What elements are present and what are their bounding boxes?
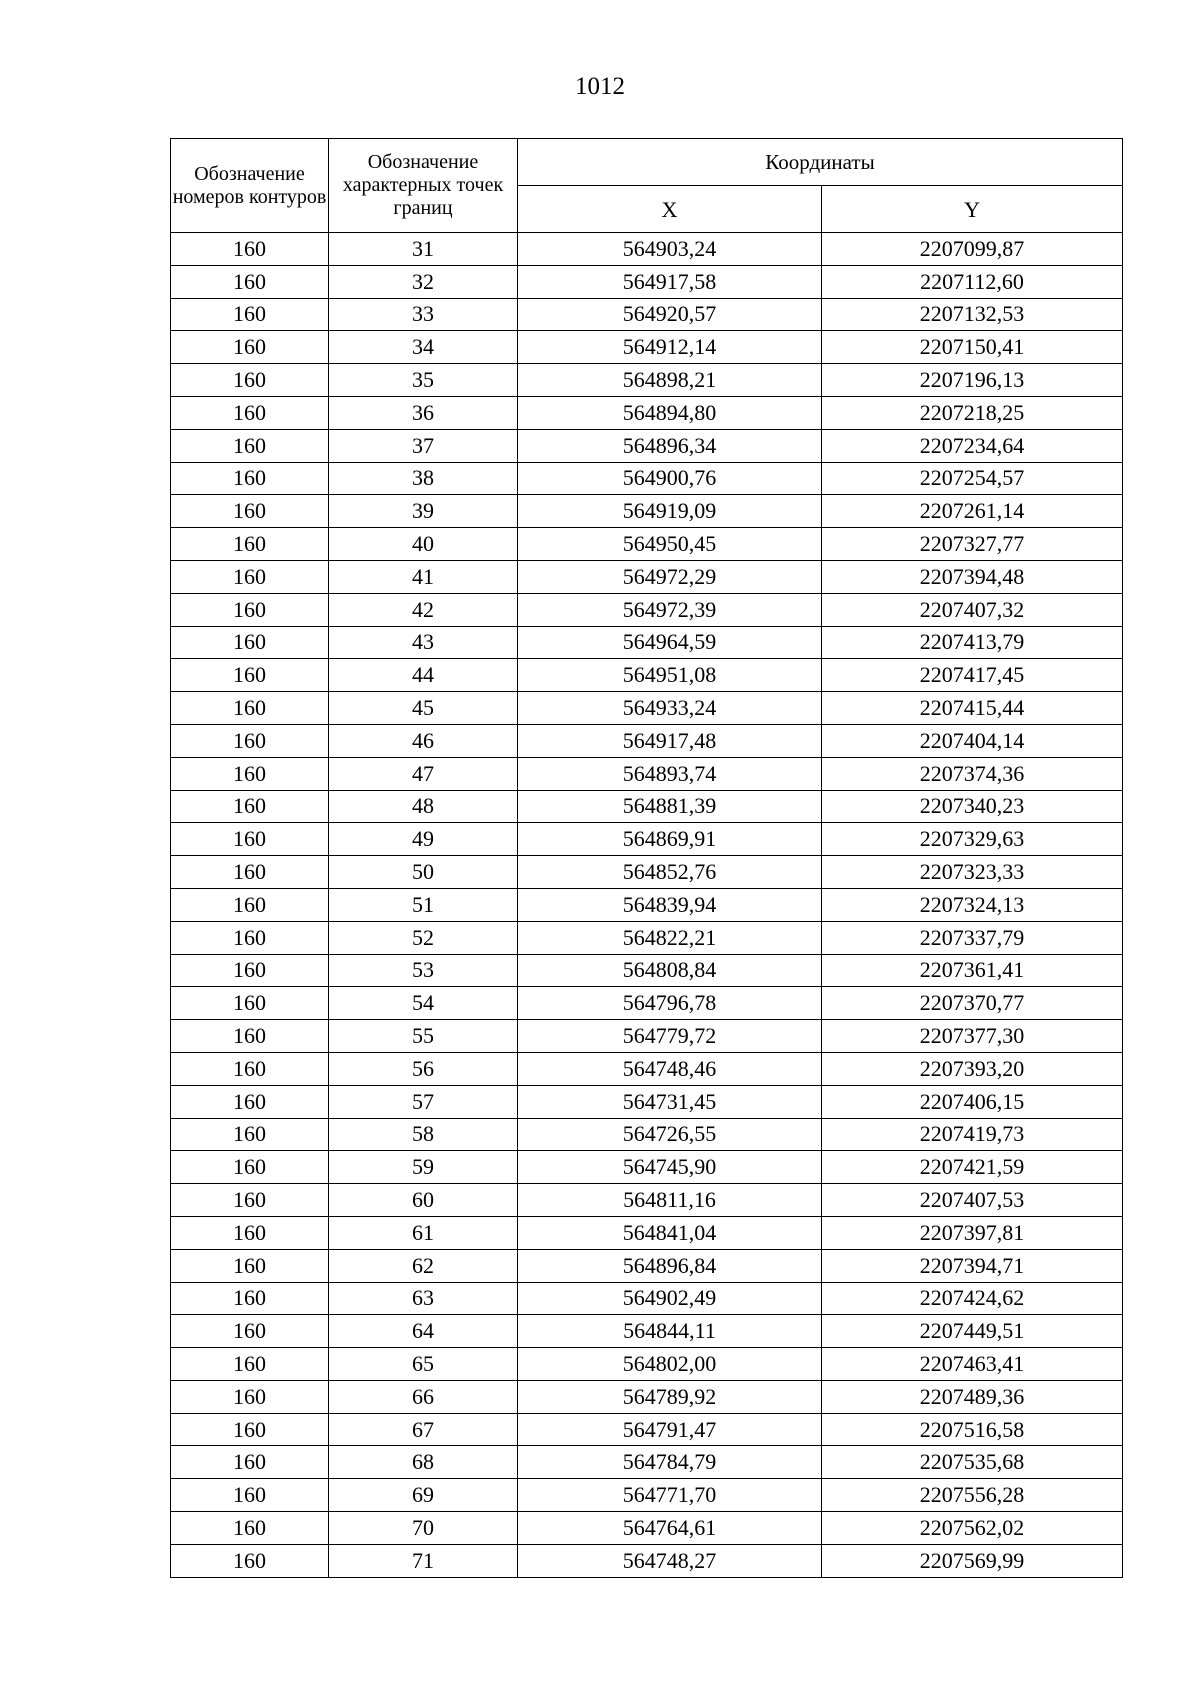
cell-contour-number: 160 bbox=[171, 659, 329, 692]
cell-x-coordinate: 564869,91 bbox=[518, 823, 822, 856]
coordinates-table bbox=[170, 138, 1123, 1578]
cell-contour-number: 160 bbox=[171, 298, 329, 331]
table-row bbox=[171, 1020, 1123, 1053]
cell-x-coordinate: 564748,46 bbox=[518, 1052, 822, 1085]
cell-contour-number: 160 bbox=[171, 1380, 329, 1413]
cell-y-coordinate: 2207404,14 bbox=[822, 724, 1123, 757]
table-row bbox=[171, 233, 1123, 266]
table-row bbox=[171, 1118, 1123, 1151]
cell-x-coordinate: 564951,08 bbox=[518, 659, 822, 692]
cell-x-coordinate: 564841,04 bbox=[518, 1216, 822, 1249]
cell-y-coordinate: 2207254,57 bbox=[822, 462, 1123, 495]
cell-y-coordinate: 2207489,36 bbox=[822, 1380, 1123, 1413]
table-row bbox=[171, 429, 1123, 462]
table-row bbox=[171, 659, 1123, 692]
header-x: X bbox=[518, 186, 822, 233]
cell-contour-number: 160 bbox=[171, 1151, 329, 1184]
cell-y-coordinate: 2207218,25 bbox=[822, 396, 1123, 429]
cell-point-number: 42 bbox=[329, 593, 518, 626]
table-row bbox=[171, 724, 1123, 757]
cell-contour-number: 160 bbox=[171, 1085, 329, 1118]
cell-contour-number: 160 bbox=[171, 593, 329, 626]
cell-point-number: 61 bbox=[329, 1216, 518, 1249]
cell-point-number: 44 bbox=[329, 659, 518, 692]
cell-point-number: 55 bbox=[329, 1020, 518, 1053]
cell-x-coordinate: 564839,94 bbox=[518, 888, 822, 921]
page-number: 1012 bbox=[575, 73, 625, 100]
table-row bbox=[171, 1151, 1123, 1184]
cell-contour-number: 160 bbox=[171, 1118, 329, 1151]
cell-x-coordinate: 564972,39 bbox=[518, 593, 822, 626]
header-coordinates: Координаты bbox=[518, 139, 1123, 186]
cell-x-coordinate: 564900,76 bbox=[518, 462, 822, 495]
cell-contour-number: 160 bbox=[171, 495, 329, 528]
table-row bbox=[171, 1249, 1123, 1282]
cell-x-coordinate: 564972,29 bbox=[518, 560, 822, 593]
cell-contour-number: 160 bbox=[171, 331, 329, 364]
cell-point-number: 36 bbox=[329, 396, 518, 429]
cell-x-coordinate: 564791,47 bbox=[518, 1413, 822, 1446]
cell-point-number: 35 bbox=[329, 364, 518, 397]
cell-point-number: 32 bbox=[329, 265, 518, 298]
cell-point-number: 67 bbox=[329, 1413, 518, 1446]
cell-y-coordinate: 2207393,20 bbox=[822, 1052, 1123, 1085]
table-row bbox=[171, 921, 1123, 954]
cell-y-coordinate: 2207397,81 bbox=[822, 1216, 1123, 1249]
cell-y-coordinate: 2207463,41 bbox=[822, 1348, 1123, 1381]
cell-x-coordinate: 564896,84 bbox=[518, 1249, 822, 1282]
table-row bbox=[171, 1413, 1123, 1446]
cell-y-coordinate: 2207407,32 bbox=[822, 593, 1123, 626]
table-row bbox=[171, 1052, 1123, 1085]
cell-contour-number: 160 bbox=[171, 954, 329, 987]
cell-contour-number: 160 bbox=[171, 364, 329, 397]
cell-contour-number: 160 bbox=[171, 1413, 329, 1446]
cell-point-number: 59 bbox=[329, 1151, 518, 1184]
cell-y-coordinate: 2207361,41 bbox=[822, 954, 1123, 987]
table-row bbox=[171, 1315, 1123, 1348]
cell-contour-number: 160 bbox=[171, 265, 329, 298]
table-row bbox=[171, 1085, 1123, 1118]
cell-x-coordinate: 564903,24 bbox=[518, 233, 822, 266]
cell-y-coordinate: 2207324,13 bbox=[822, 888, 1123, 921]
cell-point-number: 48 bbox=[329, 790, 518, 823]
cell-point-number: 37 bbox=[329, 429, 518, 462]
cell-contour-number: 160 bbox=[171, 724, 329, 757]
cell-point-number: 41 bbox=[329, 560, 518, 593]
cell-contour-number: 160 bbox=[171, 1544, 329, 1577]
cell-x-coordinate: 564898,21 bbox=[518, 364, 822, 397]
cell-y-coordinate: 2207377,30 bbox=[822, 1020, 1123, 1053]
cell-x-coordinate: 564811,16 bbox=[518, 1184, 822, 1217]
cell-contour-number: 160 bbox=[171, 233, 329, 266]
cell-y-coordinate: 2207374,36 bbox=[822, 757, 1123, 790]
cell-contour-number: 160 bbox=[171, 888, 329, 921]
table-row bbox=[171, 1446, 1123, 1479]
cell-point-number: 58 bbox=[329, 1118, 518, 1151]
cell-x-coordinate: 564896,34 bbox=[518, 429, 822, 462]
table-row bbox=[171, 856, 1123, 889]
cell-point-number: 46 bbox=[329, 724, 518, 757]
cell-contour-number: 160 bbox=[171, 1282, 329, 1315]
cell-point-number: 33 bbox=[329, 298, 518, 331]
cell-point-number: 49 bbox=[329, 823, 518, 856]
header-boundary-points: Обозначение характерных точек границ bbox=[329, 139, 518, 233]
cell-y-coordinate: 2207516,58 bbox=[822, 1413, 1123, 1446]
cell-contour-number: 160 bbox=[171, 1348, 329, 1381]
cell-x-coordinate: 564912,14 bbox=[518, 331, 822, 364]
cell-y-coordinate: 2207327,77 bbox=[822, 528, 1123, 561]
cell-x-coordinate: 564796,78 bbox=[518, 987, 822, 1020]
cell-x-coordinate: 564894,80 bbox=[518, 396, 822, 429]
header-row-top bbox=[171, 139, 1123, 186]
table-row bbox=[171, 954, 1123, 987]
cell-y-coordinate: 2207112,60 bbox=[822, 265, 1123, 298]
cell-contour-number: 160 bbox=[171, 1020, 329, 1053]
table-body bbox=[171, 233, 1123, 1578]
cell-point-number: 63 bbox=[329, 1282, 518, 1315]
cell-y-coordinate: 2207556,28 bbox=[822, 1479, 1123, 1512]
cell-contour-number: 160 bbox=[171, 560, 329, 593]
table-row bbox=[171, 1380, 1123, 1413]
cell-point-number: 45 bbox=[329, 692, 518, 725]
cell-contour-number: 160 bbox=[171, 1446, 329, 1479]
cell-y-coordinate: 2207424,62 bbox=[822, 1282, 1123, 1315]
cell-point-number: 52 bbox=[329, 921, 518, 954]
cell-y-coordinate: 2207099,87 bbox=[822, 233, 1123, 266]
table-row bbox=[171, 888, 1123, 921]
table-row bbox=[171, 1544, 1123, 1577]
cell-point-number: 64 bbox=[329, 1315, 518, 1348]
cell-y-coordinate: 2207419,73 bbox=[822, 1118, 1123, 1151]
cell-x-coordinate: 564731,45 bbox=[518, 1085, 822, 1118]
table-row bbox=[171, 823, 1123, 856]
cell-y-coordinate: 2207337,79 bbox=[822, 921, 1123, 954]
table-row bbox=[171, 1184, 1123, 1217]
cell-point-number: 40 bbox=[329, 528, 518, 561]
cell-x-coordinate: 564748,27 bbox=[518, 1544, 822, 1577]
cell-contour-number: 160 bbox=[171, 462, 329, 495]
table-header bbox=[171, 139, 1123, 233]
cell-y-coordinate: 2207323,33 bbox=[822, 856, 1123, 889]
cell-x-coordinate: 564784,79 bbox=[518, 1446, 822, 1479]
table-row bbox=[171, 298, 1123, 331]
cell-point-number: 57 bbox=[329, 1085, 518, 1118]
cell-point-number: 54 bbox=[329, 987, 518, 1020]
cell-y-coordinate: 2207234,64 bbox=[822, 429, 1123, 462]
cell-contour-number: 160 bbox=[171, 1479, 329, 1512]
table-row bbox=[171, 790, 1123, 823]
cell-y-coordinate: 2207150,41 bbox=[822, 331, 1123, 364]
cell-contour-number: 160 bbox=[171, 1315, 329, 1348]
cell-y-coordinate: 2207421,59 bbox=[822, 1151, 1123, 1184]
table-row bbox=[171, 1512, 1123, 1545]
cell-point-number: 68 bbox=[329, 1446, 518, 1479]
cell-x-coordinate: 564779,72 bbox=[518, 1020, 822, 1053]
table-row bbox=[171, 462, 1123, 495]
cell-y-coordinate: 2207394,48 bbox=[822, 560, 1123, 593]
table-row bbox=[171, 626, 1123, 659]
cell-y-coordinate: 2207329,63 bbox=[822, 823, 1123, 856]
header-y: Y bbox=[822, 186, 1123, 233]
cell-point-number: 31 bbox=[329, 233, 518, 266]
cell-x-coordinate: 564771,70 bbox=[518, 1479, 822, 1512]
cell-point-number: 69 bbox=[329, 1479, 518, 1512]
cell-x-coordinate: 564764,61 bbox=[518, 1512, 822, 1545]
cell-x-coordinate: 564844,11 bbox=[518, 1315, 822, 1348]
table-row bbox=[171, 528, 1123, 561]
cell-y-coordinate: 2207535,68 bbox=[822, 1446, 1123, 1479]
cell-x-coordinate: 564852,76 bbox=[518, 856, 822, 889]
cell-contour-number: 160 bbox=[171, 823, 329, 856]
header-contour-numbers: Обозначение номеров контуров bbox=[171, 139, 329, 233]
table-row bbox=[171, 265, 1123, 298]
table-row bbox=[171, 692, 1123, 725]
cell-y-coordinate: 2207394,71 bbox=[822, 1249, 1123, 1282]
cell-x-coordinate: 564919,09 bbox=[518, 495, 822, 528]
cell-point-number: 34 bbox=[329, 331, 518, 364]
cell-contour-number: 160 bbox=[171, 987, 329, 1020]
cell-x-coordinate: 564822,21 bbox=[518, 921, 822, 954]
table-row bbox=[171, 331, 1123, 364]
cell-contour-number: 160 bbox=[171, 528, 329, 561]
cell-y-coordinate: 2207569,99 bbox=[822, 1544, 1123, 1577]
cell-x-coordinate: 564917,58 bbox=[518, 265, 822, 298]
cell-contour-number: 160 bbox=[171, 626, 329, 659]
cell-contour-number: 160 bbox=[171, 1512, 329, 1545]
cell-contour-number: 160 bbox=[171, 1249, 329, 1282]
cell-contour-number: 160 bbox=[171, 856, 329, 889]
cell-y-coordinate: 2207406,15 bbox=[822, 1085, 1123, 1118]
cell-contour-number: 160 bbox=[171, 921, 329, 954]
cell-x-coordinate: 564789,92 bbox=[518, 1380, 822, 1413]
table-row bbox=[171, 987, 1123, 1020]
cell-y-coordinate: 2207562,02 bbox=[822, 1512, 1123, 1545]
cell-y-coordinate: 2207261,14 bbox=[822, 495, 1123, 528]
cell-point-number: 39 bbox=[329, 495, 518, 528]
cell-point-number: 65 bbox=[329, 1348, 518, 1381]
cell-x-coordinate: 564920,57 bbox=[518, 298, 822, 331]
cell-x-coordinate: 564808,84 bbox=[518, 954, 822, 987]
cell-y-coordinate: 2207370,77 bbox=[822, 987, 1123, 1020]
table-row bbox=[171, 1282, 1123, 1315]
cell-point-number: 47 bbox=[329, 757, 518, 790]
cell-x-coordinate: 564950,45 bbox=[518, 528, 822, 561]
table-row bbox=[171, 1216, 1123, 1249]
table-row bbox=[171, 757, 1123, 790]
cell-contour-number: 160 bbox=[171, 1052, 329, 1085]
cell-point-number: 38 bbox=[329, 462, 518, 495]
cell-x-coordinate: 564893,74 bbox=[518, 757, 822, 790]
cell-contour-number: 160 bbox=[171, 1216, 329, 1249]
cell-point-number: 60 bbox=[329, 1184, 518, 1217]
cell-point-number: 66 bbox=[329, 1380, 518, 1413]
cell-point-number: 56 bbox=[329, 1052, 518, 1085]
cell-point-number: 53 bbox=[329, 954, 518, 987]
cell-contour-number: 160 bbox=[171, 790, 329, 823]
cell-y-coordinate: 2207415,44 bbox=[822, 692, 1123, 725]
cell-x-coordinate: 564933,24 bbox=[518, 692, 822, 725]
cell-x-coordinate: 564881,39 bbox=[518, 790, 822, 823]
cell-contour-number: 160 bbox=[171, 757, 329, 790]
cell-point-number: 71 bbox=[329, 1544, 518, 1577]
cell-contour-number: 160 bbox=[171, 692, 329, 725]
cell-point-number: 70 bbox=[329, 1512, 518, 1545]
table-row bbox=[171, 1479, 1123, 1512]
table-row bbox=[171, 364, 1123, 397]
cell-point-number: 51 bbox=[329, 888, 518, 921]
table-row bbox=[171, 396, 1123, 429]
cell-y-coordinate: 2207340,23 bbox=[822, 790, 1123, 823]
cell-point-number: 50 bbox=[329, 856, 518, 889]
cell-y-coordinate: 2207417,45 bbox=[822, 659, 1123, 692]
cell-point-number: 62 bbox=[329, 1249, 518, 1282]
cell-y-coordinate: 2207413,79 bbox=[822, 626, 1123, 659]
cell-x-coordinate: 564917,48 bbox=[518, 724, 822, 757]
table-row bbox=[171, 593, 1123, 626]
cell-y-coordinate: 2207196,13 bbox=[822, 364, 1123, 397]
cell-point-number: 43 bbox=[329, 626, 518, 659]
table-row bbox=[171, 1348, 1123, 1381]
cell-x-coordinate: 564802,00 bbox=[518, 1348, 822, 1381]
cell-contour-number: 160 bbox=[171, 396, 329, 429]
cell-y-coordinate: 2207132,53 bbox=[822, 298, 1123, 331]
cell-contour-number: 160 bbox=[171, 429, 329, 462]
cell-contour-number: 160 bbox=[171, 1184, 329, 1217]
table-row bbox=[171, 495, 1123, 528]
cell-x-coordinate: 564964,59 bbox=[518, 626, 822, 659]
cell-y-coordinate: 2207449,51 bbox=[822, 1315, 1123, 1348]
cell-x-coordinate: 564745,90 bbox=[518, 1151, 822, 1184]
cell-x-coordinate: 564726,55 bbox=[518, 1118, 822, 1151]
cell-y-coordinate: 2207407,53 bbox=[822, 1184, 1123, 1217]
table-row bbox=[171, 560, 1123, 593]
cell-x-coordinate: 564902,49 bbox=[518, 1282, 822, 1315]
